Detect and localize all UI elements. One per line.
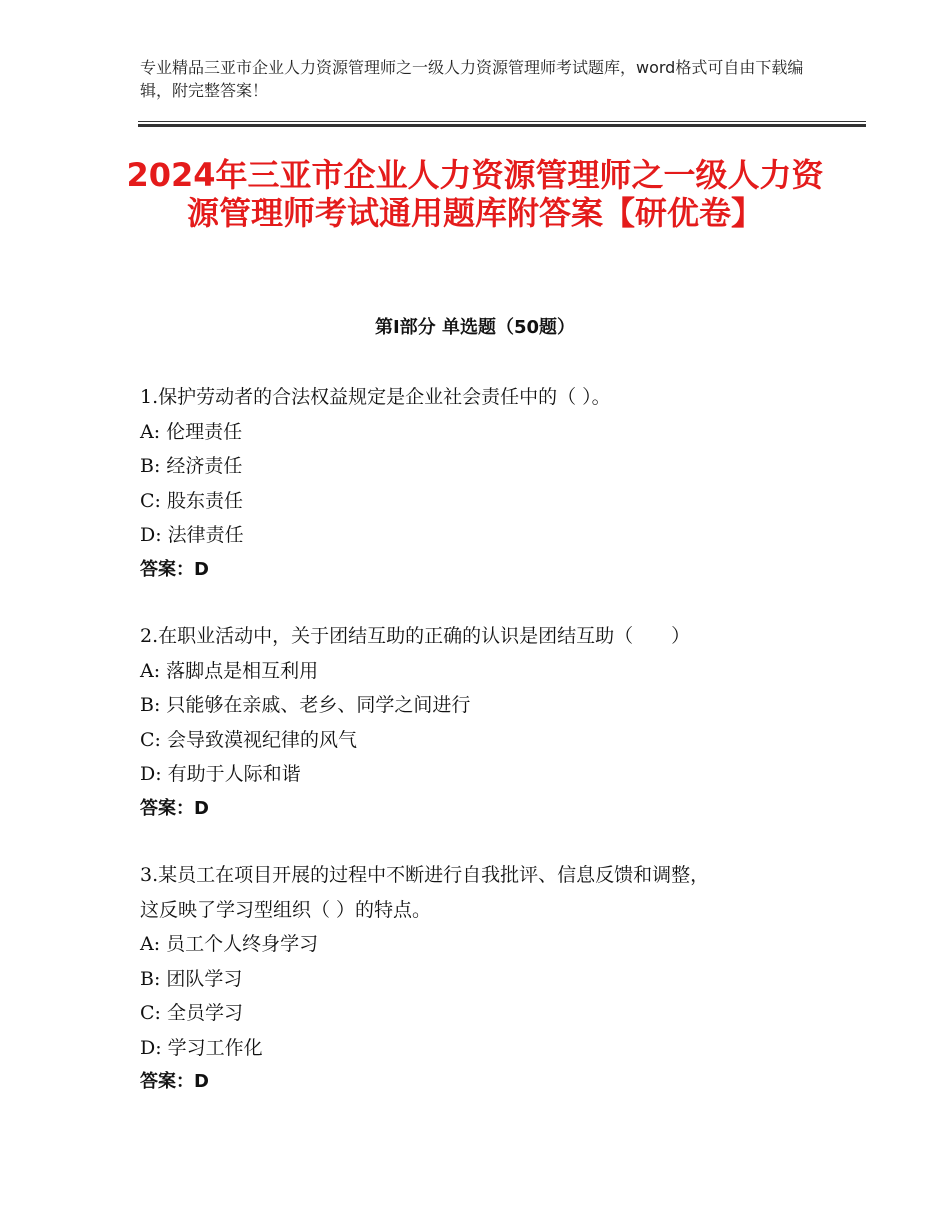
option-a: A: 员工个人终身学习 (140, 933, 319, 955)
option-c: C: 股东责任 (140, 489, 243, 512)
answer-label: 答案：D (140, 558, 209, 580)
option-b: B: 经济责任 (140, 455, 243, 477)
option-d: D: 法律责任 (140, 524, 244, 546)
section-title: 第Ⅰ部分 单选题（50题） (374, 317, 575, 338)
option-d: D: 有助于人际和谐 (140, 763, 301, 785)
question-3 (140, 858, 840, 1100)
question-1 (140, 380, 840, 587)
option-c: C: 会导致漠视纪律的风气 (140, 728, 357, 751)
option-b: B: 只能够在亲戚、老乡、同学之间进行 (140, 694, 471, 716)
option-d: D: 学习工作化 (140, 1036, 263, 1059)
question-stem-line-1: 3.某员工在项目开展的过程中不断进行自我批评、信息反馈和调整， (140, 864, 710, 886)
answer-label: 答案：D (140, 797, 209, 819)
header-divider-thin (138, 121, 866, 122)
question-stem: 2.在职业活动中，关于团结互助的正确的认识是团结互助（ ） (140, 625, 691, 647)
header-divider-thick (138, 124, 866, 127)
option-b: B: 团队学习 (140, 967, 243, 990)
header-note: 专业精品三亚市企业人力资源管理师之一级人力资源管理师考试题库，word格式可自由下载编辑，附完整答案！ (140, 58, 804, 100)
option-c: C: 全员学习 (140, 1002, 243, 1024)
question-stem-line-2: 这反映了学习型组织（ ）的特点。 (140, 898, 432, 921)
option-a: A: 落脚点是相互利用 (140, 659, 319, 682)
document-title: 2024年三亚市企业人力资源管理师之一级人力资源管理师考试通用题库附答案【研优卷】 (126, 156, 824, 232)
question-stem: 1.保护劳动者的合法权益规定是企业社会责任中的（ ）。 (140, 386, 611, 408)
question-2 (140, 619, 840, 826)
option-a: A: 伦理责任 (140, 420, 243, 443)
answer-label: 答案：D (140, 1071, 209, 1092)
